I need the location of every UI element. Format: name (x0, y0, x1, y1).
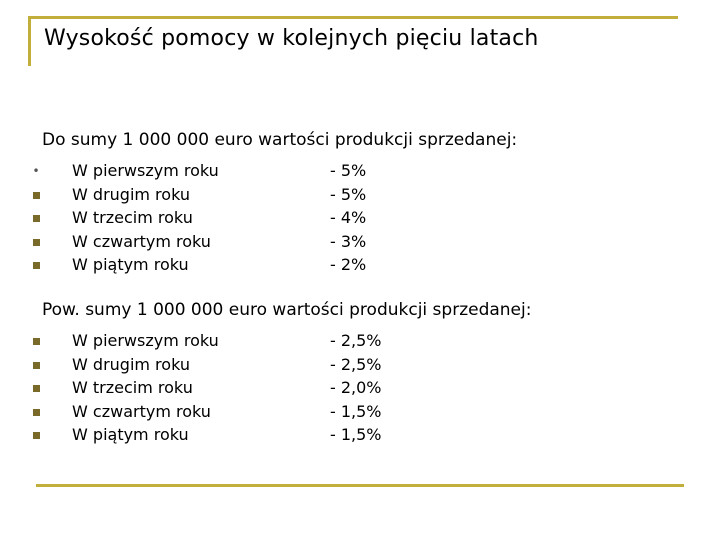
list-item-label: W czwartym roku (72, 231, 211, 251)
list-item-value: - 3% (330, 231, 367, 251)
bottom-rule (36, 484, 684, 487)
list-item (30, 159, 450, 183)
list-item-value: - 2% (330, 255, 367, 274)
list-item-value: - 2,5% (330, 331, 382, 350)
square-bullet-icon (30, 353, 42, 377)
left-rule (28, 16, 31, 66)
list-item-label: W piątym roku (72, 255, 189, 274)
dot-bullet-icon: • (32, 163, 40, 178)
list-item (30, 206, 450, 230)
list-item-label: W czwartym roku (72, 401, 211, 421)
section2-heading: Pow. sumy 1 000 000 euro wartości produkcji sprzedanej: (42, 300, 532, 320)
section2-list (30, 329, 450, 447)
section1-heading: Do sumy 1 000 000 euro wartości produkcji sprzedanej: (42, 130, 518, 150)
list-item-value: - 5% (330, 161, 367, 180)
list-item-label: W pierwszym roku (72, 161, 219, 180)
list-item (30, 376, 450, 400)
square-bullet-icon (30, 230, 42, 254)
list-item (30, 353, 450, 377)
list-item-label: W piątym roku (72, 425, 189, 444)
list-item-value: - 2,0% (330, 378, 382, 397)
list-item-label: W pierwszym roku (72, 331, 219, 350)
list-item-label: W drugim roku (72, 354, 190, 374)
list-item-value: - 5% (330, 184, 367, 204)
list-item (30, 400, 450, 424)
list-item (30, 230, 450, 254)
list-item (30, 329, 450, 353)
square-bullet-icon (30, 423, 42, 447)
list-item (30, 423, 450, 447)
square-bullet-icon (30, 206, 42, 230)
list-item-label: W trzecim roku (72, 208, 193, 227)
square-bullet-icon (30, 183, 42, 207)
list-item (30, 183, 450, 207)
slide-title: Wysokość pomocy w kolejnych pięciu latach (44, 26, 539, 51)
list-item-value: - 1,5% (330, 425, 382, 444)
list-item-value: - 2,5% (330, 354, 382, 374)
square-bullet-icon (30, 376, 42, 400)
square-bullet-icon (30, 329, 42, 353)
square-bullet-icon (30, 253, 42, 277)
list-item-value: - 1,5% (330, 401, 382, 421)
section1-list (30, 159, 450, 277)
list-item-label: W drugim roku (72, 184, 190, 204)
square-bullet-icon (30, 400, 42, 424)
list-item-value: - 4% (330, 208, 367, 227)
list-item-label: W trzecim roku (72, 378, 193, 397)
top-rule (28, 16, 678, 19)
list-item (30, 253, 450, 277)
